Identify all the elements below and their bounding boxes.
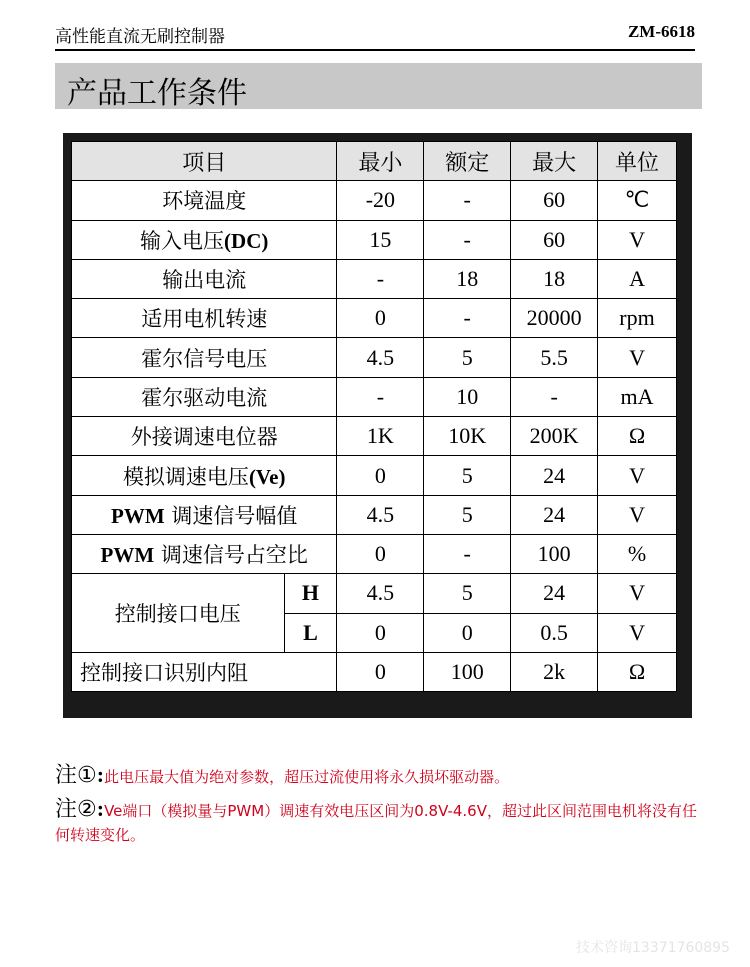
row-unit: ℃ xyxy=(598,181,677,220)
row-unit: % xyxy=(598,534,677,573)
row-max: 60 xyxy=(511,181,598,220)
header-unit: 单位 xyxy=(598,142,677,181)
row-max: 24 xyxy=(511,495,598,534)
row-unit: V xyxy=(598,613,677,652)
model-code: ZM-6618 xyxy=(627,22,695,41)
table-header-row xyxy=(72,142,677,181)
row-unit: V xyxy=(598,495,677,534)
row-min: 4.5 xyxy=(337,338,424,377)
row-min: 0 xyxy=(337,613,424,652)
row-item: 输出电流 xyxy=(72,259,337,298)
row-max: 24 xyxy=(511,456,598,495)
header-max: 最大 xyxy=(511,142,598,181)
table-row xyxy=(72,456,677,495)
row-unit: mA xyxy=(598,377,677,416)
row-rated: 0 xyxy=(424,613,511,652)
row-max: - xyxy=(511,377,598,416)
header-divider xyxy=(55,49,695,51)
row-rated: - xyxy=(424,181,511,220)
row-item: 霍尔信号电压 xyxy=(72,338,337,377)
row-rated: 10 xyxy=(424,377,511,416)
table-row xyxy=(72,574,677,613)
row-item: 适用电机转速 xyxy=(72,299,337,338)
header-item: 项目 xyxy=(72,142,337,181)
document-title: 高性能直流无刷控制器 xyxy=(55,27,225,47)
section-title: 产品工作条件 xyxy=(67,76,247,111)
row-min: 0 xyxy=(337,299,424,338)
row-max: 18 xyxy=(511,259,598,298)
row-item: 模拟调速电压(Ve) xyxy=(72,456,337,495)
table-row xyxy=(72,181,677,220)
row-rated: 5 xyxy=(424,495,511,534)
row-min: 0 xyxy=(337,534,424,573)
row-min: - xyxy=(337,259,424,298)
row-min: 0 xyxy=(337,456,424,495)
level-high: H xyxy=(284,574,337,613)
row-item: 控制接口电压 xyxy=(72,574,285,653)
row-max: 0.5 xyxy=(511,613,598,652)
header-min: 最小 xyxy=(337,142,424,181)
row-unit: V xyxy=(598,220,677,259)
row-unit: V xyxy=(598,574,677,613)
row-rated: 5 xyxy=(424,574,511,613)
row-item: PWM 调速信号占空比 xyxy=(72,534,337,573)
note-text: Ve端口（模拟量与PWM）调速有效电压区间为0.8V-4.6V，超过此区间范围电机将没有任何转速变化。 xyxy=(55,802,697,844)
table-row xyxy=(72,220,677,259)
row-min: 4.5 xyxy=(337,574,424,613)
conditions-table-frame xyxy=(63,133,692,718)
header-rated: 额定 xyxy=(424,142,511,181)
level-low: L xyxy=(284,613,337,652)
row-item: 控制接口识别内阻 xyxy=(72,652,337,691)
note-text: 此电压最大值为绝对参数，超压过流使用将永久损坏驱动器。 xyxy=(104,768,510,786)
row-item: 霍尔驱动电流 xyxy=(72,377,337,416)
table-row xyxy=(72,652,677,691)
table-row xyxy=(72,417,677,456)
table-row xyxy=(72,259,677,298)
table-row xyxy=(72,299,677,338)
section-header xyxy=(55,63,702,109)
row-min: 4.5 xyxy=(337,495,424,534)
table-row xyxy=(72,338,677,377)
notes xyxy=(55,763,700,847)
row-min: -20 xyxy=(337,181,424,220)
row-rated: 18 xyxy=(424,259,511,298)
row-max: 200K xyxy=(511,417,598,456)
row-item: 输入电压(DC) xyxy=(72,220,337,259)
row-unit: A xyxy=(598,259,677,298)
note-2 xyxy=(55,797,700,847)
note-label: 注①: xyxy=(55,762,105,788)
table-row xyxy=(72,534,677,573)
row-min: - xyxy=(337,377,424,416)
row-min: 15 xyxy=(337,220,424,259)
row-max: 5.5 xyxy=(511,338,598,377)
watermark: 技术咨询13371760895 xyxy=(576,940,730,956)
row-min: 0 xyxy=(337,652,424,691)
row-max: 60 xyxy=(511,220,598,259)
table-row xyxy=(72,377,677,416)
row-rated: - xyxy=(424,299,511,338)
row-unit: V xyxy=(598,338,677,377)
table-row xyxy=(72,495,677,534)
row-unit: V xyxy=(598,456,677,495)
row-rated: - xyxy=(424,220,511,259)
note-label: 注②: xyxy=(55,796,105,822)
row-rated: 5 xyxy=(424,338,511,377)
row-max: 100 xyxy=(511,534,598,573)
row-rated: 10K xyxy=(424,417,511,456)
row-unit: Ω xyxy=(598,417,677,456)
row-item: 外接调速电位器 xyxy=(72,417,337,456)
operating-conditions-table xyxy=(71,141,677,692)
row-rated: 100 xyxy=(424,652,511,691)
row-unit: Ω xyxy=(598,652,677,691)
row-item: 环境温度 xyxy=(72,181,337,220)
row-max: 20000 xyxy=(511,299,598,338)
row-max: 2k xyxy=(511,652,598,691)
row-rated: - xyxy=(424,534,511,573)
row-unit: rpm xyxy=(598,299,677,338)
row-min: 1K xyxy=(337,417,424,456)
note-1 xyxy=(55,763,700,789)
row-rated: 5 xyxy=(424,456,511,495)
row-item: PWM 调速信号幅值 xyxy=(72,495,337,534)
row-max: 24 xyxy=(511,574,598,613)
